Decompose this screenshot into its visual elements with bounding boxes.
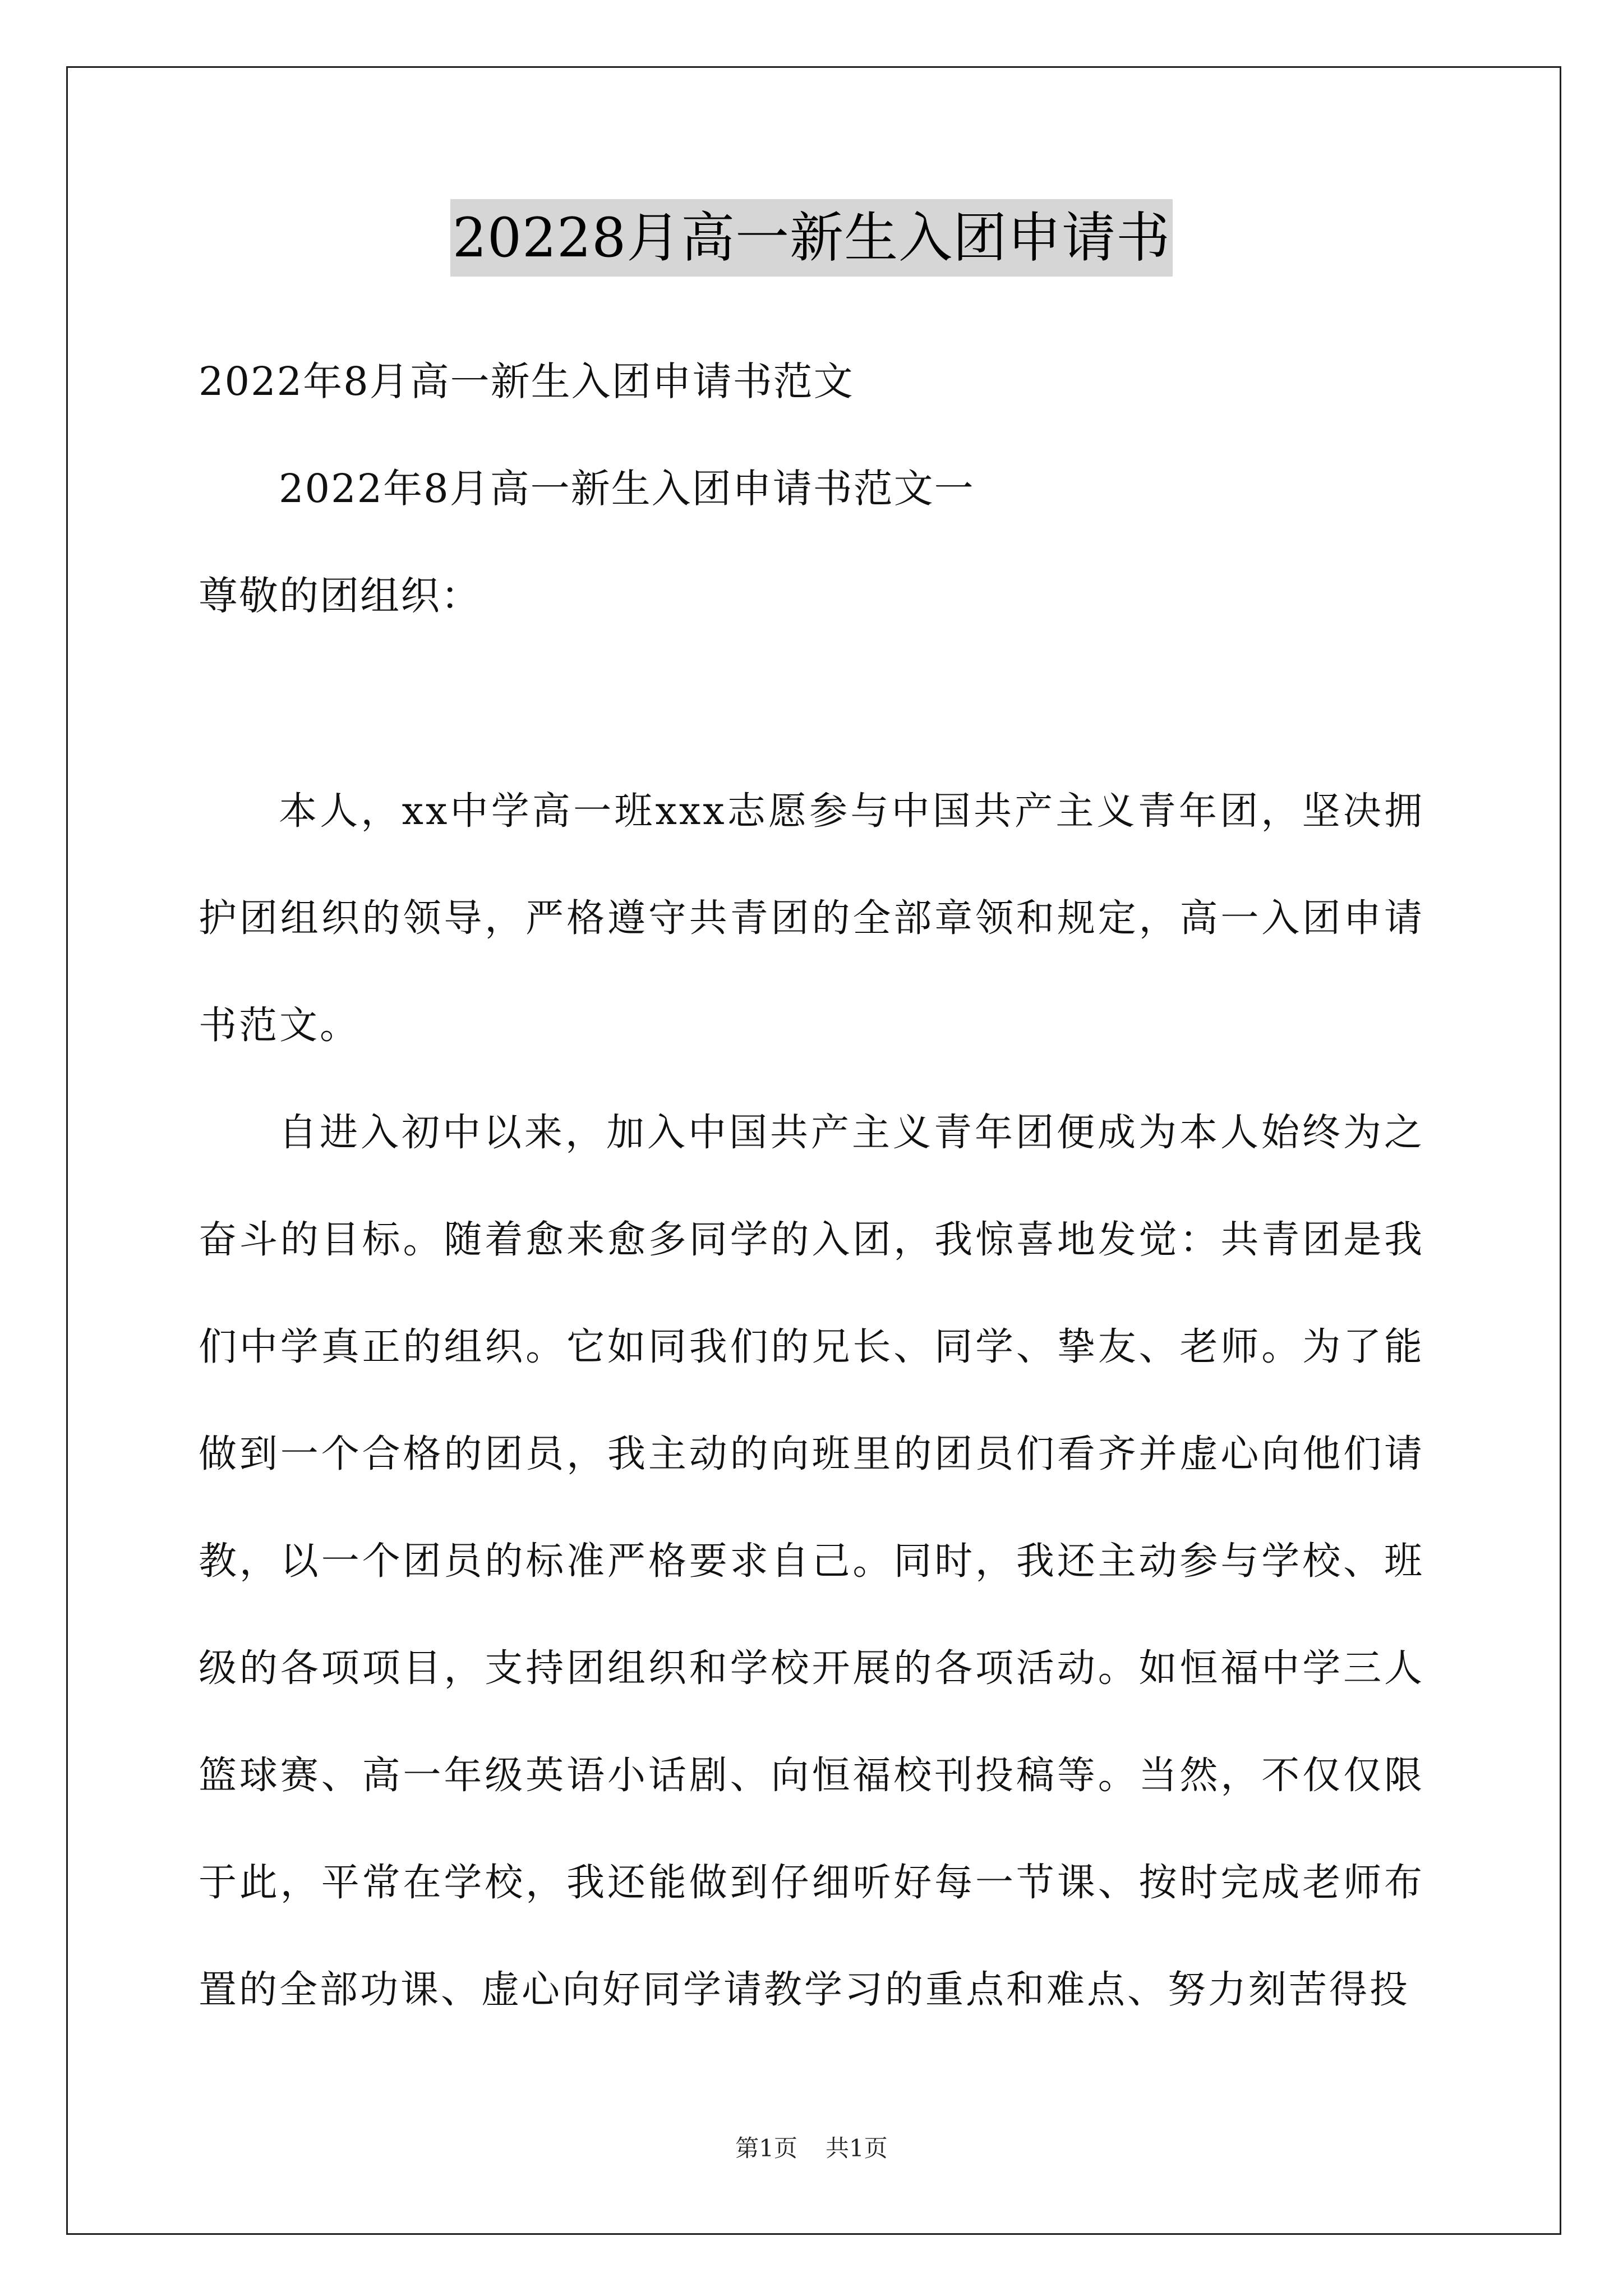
page-number: 第1页 <box>735 2134 797 2162</box>
document-title-text: 20228月高一新生入团申请书 <box>450 199 1173 277</box>
page-footer <box>0 2132 1623 2165</box>
document-subtitle: 2022年8月高一新生入团申请书范文 <box>199 358 854 404</box>
document-title <box>0 199 1623 277</box>
total-pages: 共1页 <box>826 2134 888 2162</box>
section-heading: 2022年8月高一新生入团申请书范文一 <box>279 466 975 512</box>
salutation: 尊敬的团组织： <box>199 573 481 619</box>
paragraph-2: 自进入初中以来，加入中国共产主义青年团便成为本人始终为之奋斗的目标。随着愈来愈多同学的入团，我惊喜地发觉：共青团是我们中学真正的组织。它如同我们的兄长、同学、挚友、老师。为了能做到一个合格的团员，我主动的向班里的团员们看齐并虚心向他们请教，以一个团员的标准严格要求自己。同时，我还主动参与学校、班级的各项项目，支持团组织和学校开展的各项活动。如恒福中学三人篮球赛、高一年级英语小话剧、向恒福校刊投稿等。当然，不仅仅限于此，平常在学校，我还能做到仔细听好每一节课、按时完成老师布置的全部功课、虚心向好同学请教学习的重点和难点、努力刻苦得投 <box>199 1111 1424 2012</box>
paragraph-1: 本人，xx中学高一班xxx志愿参与中国共产主义青年团，坚决拥护团组织的领导，严格遵守共青团的全部章领和规定，高一入团申请书范文。 <box>199 789 1424 1048</box>
